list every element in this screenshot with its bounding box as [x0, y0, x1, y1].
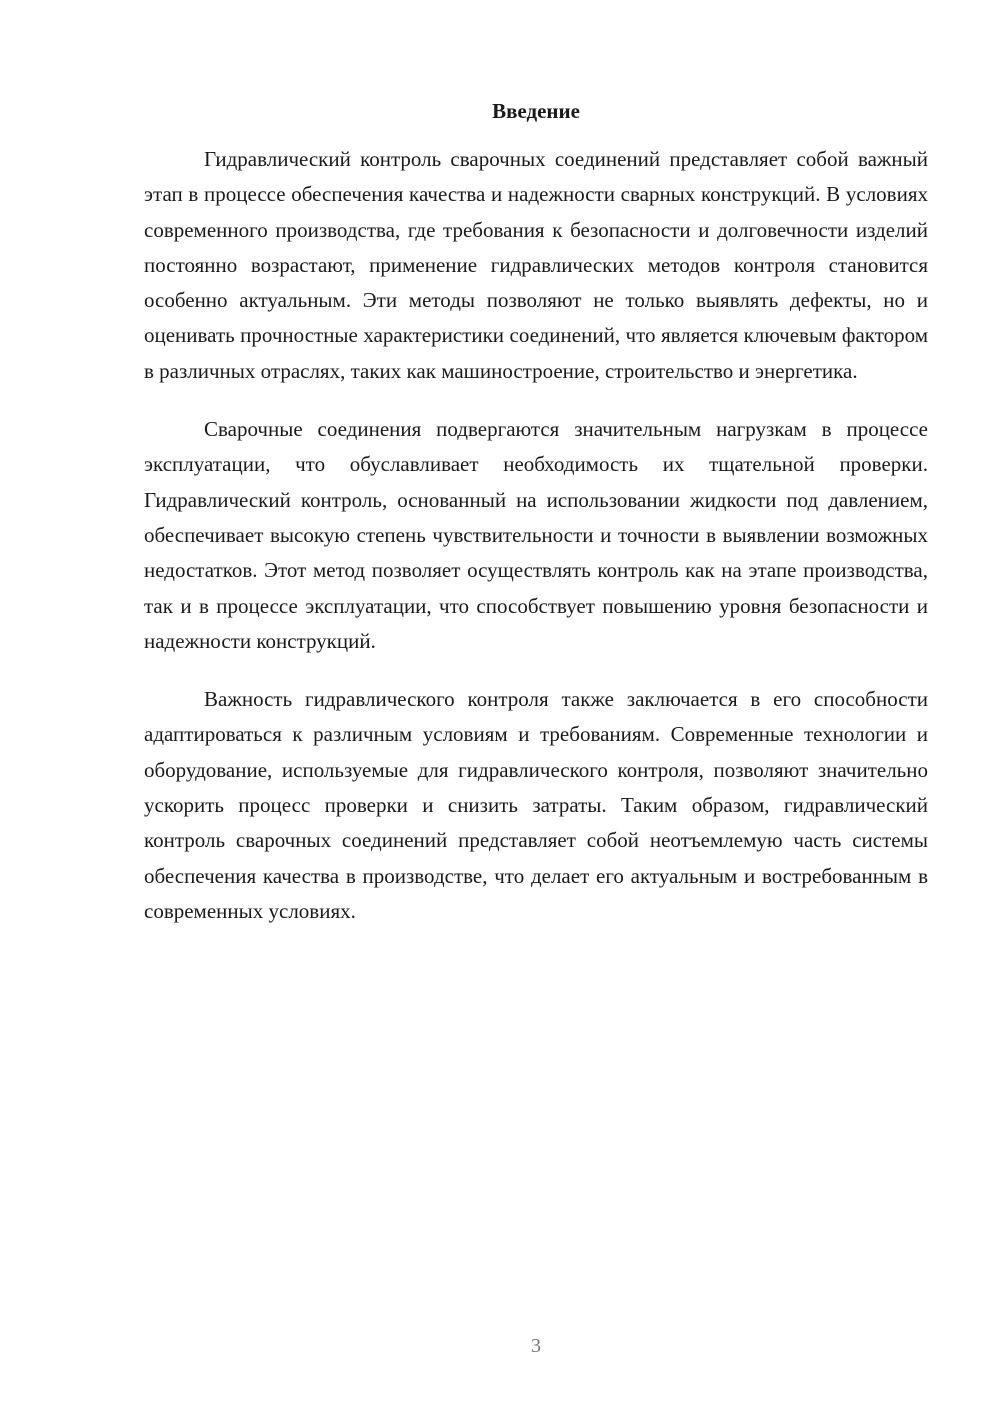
paragraph-3: Важность гидравлического контроля также заключается в его способности адаптироваться к различным условиям и требованиям. Современные технологии и оборудование, используемые для гидравлического контроля, позволяют значительно ускорить процесс проверки и снизить затраты. Таким образом, гидравлический контроль сварочных соединений представляет собой неотъемлемую часть системы обеспечения качества в производстве, что делает его актуальным и востребованным в современных условиях.	[144, 687, 928, 923]
section-title: Введение	[492, 99, 580, 123]
paragraph-1: Гидравлический контроль сварочных соединений представляет собой важный этап в процессе обеспечения качества и надежности сварных конструкций. В условиях современного производства, где требования к безопасности и долговечности изделий постоянно возрастают, применение гидравлических методов контроля становится особенно актуальным. Эти методы позволяют не только выявлять дефекты, но и оценивать прочностные характеристики соединений, что является ключевым фактором в различных отраслях, таких как машиностроение, строительство и энергетика.	[144, 147, 928, 383]
paragraph-2: Сварочные соединения подвергаются значительным нагрузкам в процессе эксплуатации, что обуславливает необходимость их тщательной проверки. Гидравлический контроль, основанный на использовании жидкости под давлением, обеспечивает высокую степень чувствительности и точности в выявлении возможных недостатков. Этот метод позволяет осуществлять контроль как на этапе производства, так и в процессе эксплуатации, что способствует повышению уровня безопасности и надежности конструкций.	[144, 417, 928, 653]
body-text	[144, 142, 928, 952]
page-number: 3	[531, 1335, 541, 1357]
